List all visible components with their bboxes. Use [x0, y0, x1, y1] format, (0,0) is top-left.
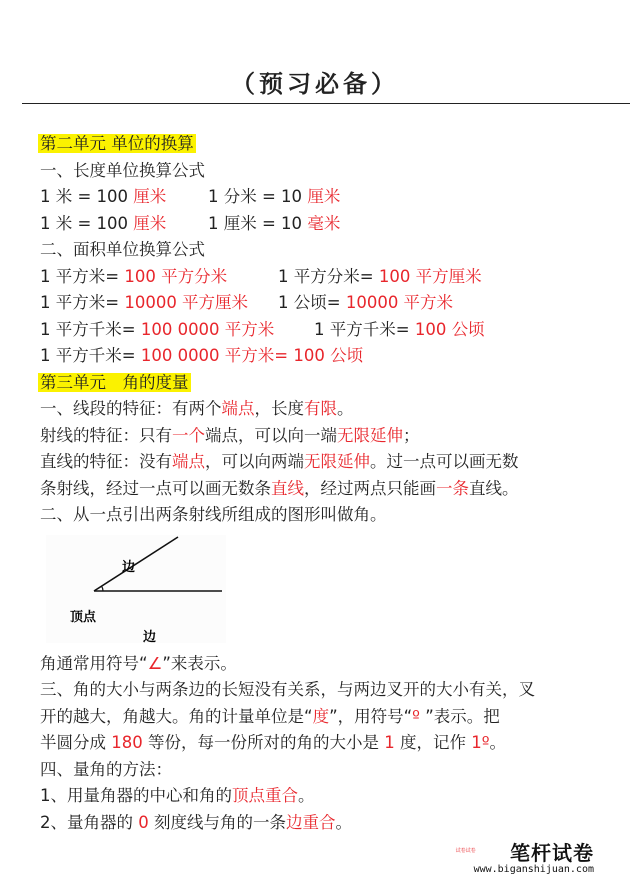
angle-ray-upper: [94, 537, 178, 591]
text-segment: 直线。: [469, 478, 519, 498]
text-segment: 角通常用符号“: [40, 653, 148, 673]
key-term: 顶点重合: [232, 786, 298, 805]
text-segment: 四、量角的方法：: [40, 759, 172, 779]
text-line: [40, 810, 615, 837]
area-formula: [40, 290, 278, 317]
label-side-bottom: 边: [143, 629, 157, 643]
text-segment: 等份，每一份所对的角的大小是: [142, 733, 385, 752]
text-segment: ，可以向两端: [205, 452, 304, 471]
text-segment: ；: [403, 425, 420, 445]
text-segment: 一、线段的特征：有两个: [40, 399, 222, 418]
area-row-3: [40, 317, 615, 344]
text-segment: 1、用量角器的中心和角的: [40, 786, 232, 805]
text-line: [40, 423, 615, 450]
area-row-2: [40, 290, 615, 317]
text-line: [40, 677, 615, 704]
area-formula: [278, 290, 453, 317]
text-line: [40, 476, 615, 503]
brand-logo: [455, 837, 594, 875]
key-term: 端点: [221, 399, 255, 418]
key-term: 边重合: [286, 812, 336, 832]
text-segment: ”，用符号“: [329, 706, 413, 726]
text-line: [40, 704, 615, 731]
key-term: 厘米: [307, 187, 341, 206]
key-term: 直线: [271, 478, 304, 498]
area-formula: [40, 317, 314, 344]
area-formula: [278, 264, 482, 291]
key-term: 度: [312, 706, 330, 726]
text-segment: 2、量角器的: [40, 812, 139, 832]
area-row-4: [40, 343, 615, 370]
text-segment: 。: [335, 812, 352, 832]
key-term: 1º: [471, 733, 490, 752]
key-term: 毫米: [307, 213, 341, 233]
text-segment: 条射线，经过一点可以画无数条: [40, 478, 271, 498]
text-segment: 1 平方千米=: [314, 319, 415, 339]
text-segment: 1 米 = 100: [40, 213, 134, 233]
key-term: 一条: [436, 478, 469, 498]
key-term: 100 平方厘米: [378, 266, 482, 286]
logo-text: 笔杆试卷: [510, 841, 594, 865]
key-term: 100 0000 平方米= 100 公顷: [140, 346, 364, 365]
key-term: 有限: [304, 399, 337, 418]
text-line: [40, 502, 615, 529]
length-formula: [208, 211, 340, 238]
text-line: [40, 449, 615, 476]
key-term: 10000 平方厘米: [124, 293, 249, 312]
key-term: 无限延伸: [337, 425, 403, 445]
text-segment: 1 平方千米=: [40, 319, 141, 339]
page-title: （预习必备）: [231, 70, 399, 98]
text-line: [40, 730, 615, 757]
text-line: [40, 757, 615, 784]
text-line: [40, 783, 615, 810]
text-segment: 1 公顷=: [278, 293, 346, 312]
key-term: ∠: [147, 653, 163, 673]
key-term: 1: [384, 733, 395, 752]
text-segment: 。: [337, 399, 354, 418]
length-formula: [40, 184, 208, 211]
text-segment: 1 平方分米=: [278, 266, 379, 286]
text-segment: 。: [298, 786, 315, 805]
text-segment: 二、从一点引出两条射线所组成的图形叫做角。: [40, 505, 387, 524]
text-segment: 1 分米 = 10: [208, 187, 308, 206]
length-row-2: [40, 211, 615, 238]
text-segment: 1 厘米 = 10: [208, 213, 308, 233]
text-segment: 端点，可以向一端: [205, 425, 337, 445]
area-row-1: [40, 264, 615, 291]
text-segment: 。: [489, 733, 507, 752]
key-term: 一个: [172, 425, 205, 445]
text-segment: ”来表示。: [162, 653, 237, 673]
key-term: 10000 平方米: [345, 293, 454, 312]
area-formula: [40, 264, 278, 291]
text-segment: 射线的特征：只有: [40, 425, 172, 445]
key-term: 100 0000 平方米: [140, 319, 275, 339]
logo-url: www.biganshijuan.com: [473, 864, 594, 875]
text-segment: 直线的特征：没有: [40, 452, 172, 471]
key-term: º: [412, 706, 420, 726]
text-segment: 刻度线与角的一条: [148, 812, 286, 832]
content: [40, 131, 615, 836]
key-term: 0: [138, 812, 149, 832]
key-term: 100 平方分米: [124, 266, 228, 286]
length-formula: [40, 211, 208, 238]
text-line: [40, 396, 615, 423]
unit3-heading: 第三单元 角的度量: [40, 372, 189, 392]
key-term: 无限延伸: [304, 452, 370, 471]
area-title: 二、面积单位换算公式: [40, 240, 205, 259]
text-segment: 1 平方千米=: [40, 346, 141, 365]
unit2-heading: 第二单元 单位的换算: [40, 134, 194, 153]
text-segment: 半圆分成: [40, 733, 112, 752]
length-title: 一、长度单位换算公式: [40, 160, 205, 180]
text-segment: 1 米 = 100: [40, 187, 134, 206]
text-segment: 三、角的大小与两条边的长短没有关系，与两边叉开的大小有关，叉: [40, 680, 535, 699]
text-segment: 1 平方米=: [40, 266, 125, 286]
text-segment: 度，记作: [394, 733, 472, 752]
angle-figure: [46, 535, 226, 643]
text-segment: ”表示。把: [419, 706, 500, 726]
key-term: 厘米: [133, 213, 167, 233]
text-segment: 1 平方米=: [40, 293, 125, 312]
area-formula: [314, 317, 485, 344]
text-segment: 。过一点可以画无数: [370, 452, 519, 471]
text-line: [40, 651, 615, 678]
angle-diagram: [46, 535, 226, 643]
text-segment: ，长度: [254, 399, 304, 418]
key-term: 180: [111, 733, 143, 752]
length-formula: [208, 184, 340, 211]
area-formula: [40, 346, 363, 365]
key-term: 端点: [172, 452, 205, 471]
length-row-1: [40, 184, 615, 211]
logo-small-text: 试卷试卷: [455, 848, 476, 854]
title-divider: [22, 103, 630, 104]
label-vertex: 顶点: [70, 609, 97, 625]
text-segment: ，经过两点只能画: [304, 478, 436, 498]
key-term: 100 公顷: [414, 319, 485, 339]
key-term: 厘米: [133, 187, 167, 206]
label-side-top: 边: [122, 559, 136, 575]
text-segment: 开的越大，角越大。角的计量单位是“: [40, 706, 313, 726]
